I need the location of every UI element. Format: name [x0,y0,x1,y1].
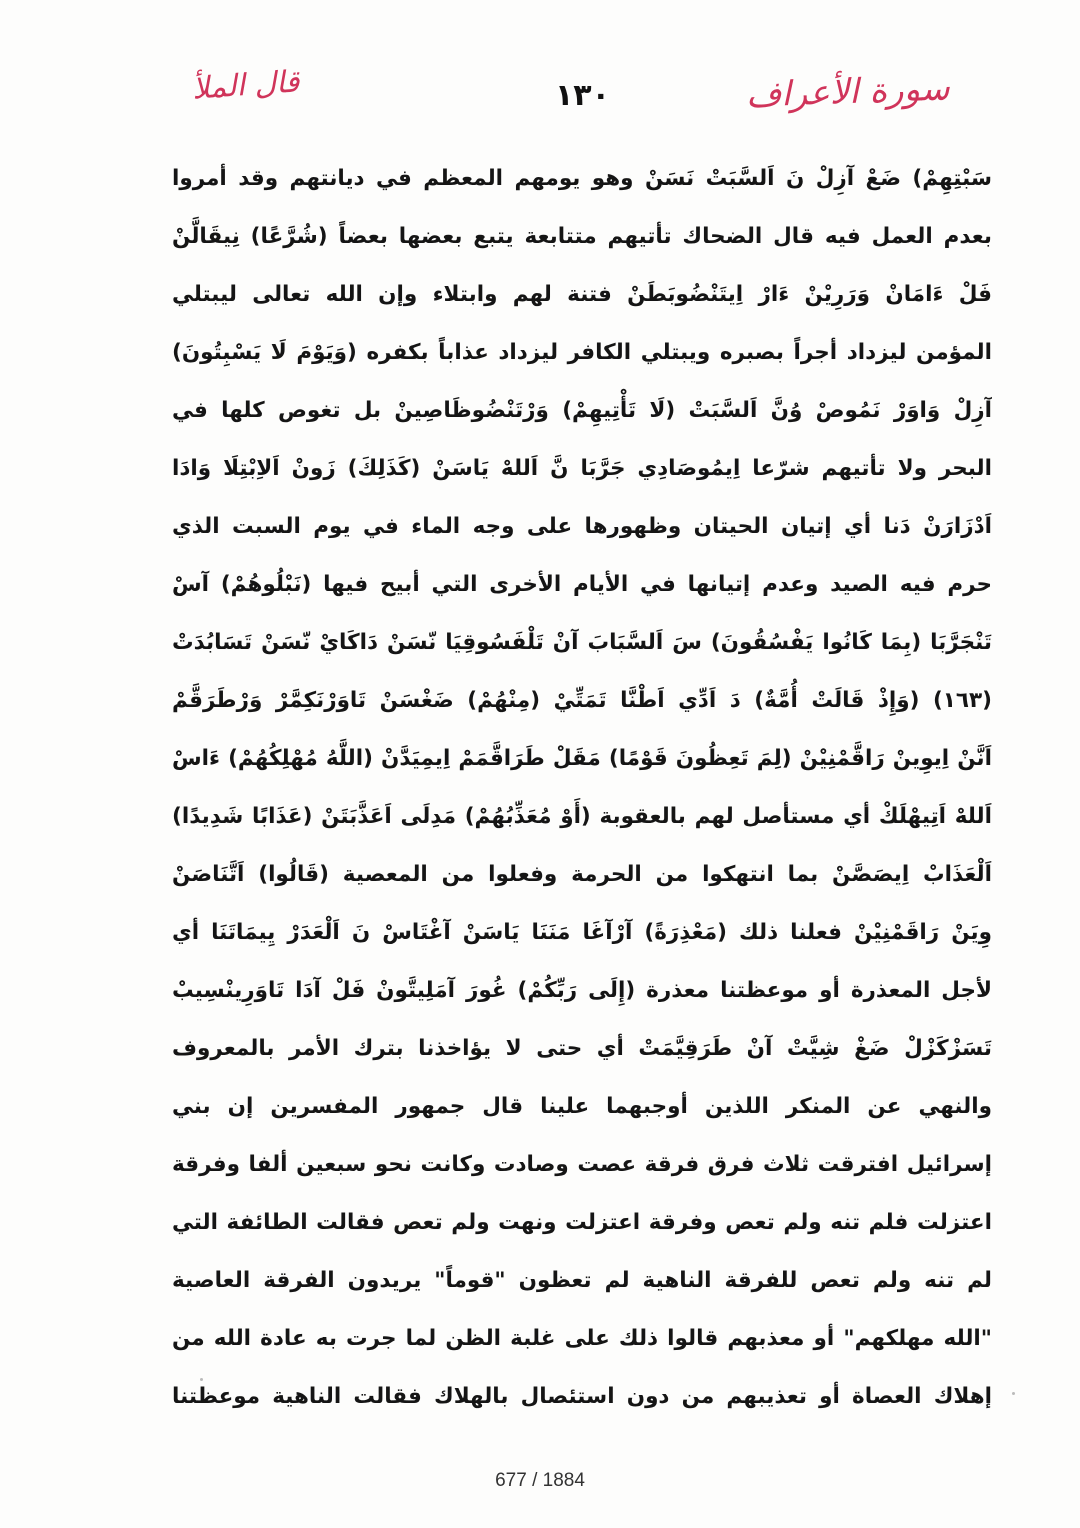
text-line: وِيَنْ رَاقَمْنِيْنْ فعلنا ذلك (مَعْذِرَةً) آرْآغَا مَنَنَا يَاسَنْ آغْتَاسْ نَ اَلْعَدَرْ يِيمَاتَنَا أي [172,920,992,945]
scan-speck [200,1378,203,1381]
text-line: اَدْزَارَنْ دَنا أي إتيان الحيتان وظهورها على وجه الماء في يوم السبت الذي [172,514,992,539]
text-line: اَلْعَذَابْ اِيصَصَّنْ بما انتهكوا من الحرمة وفعلوا من المعصية (قَالُوا) اَتَّنَاصَنْ [172,862,992,887]
body-text [172,150,992,1426]
page-number: ١٣٠ [555,78,610,113]
text-line: إسرائيل افترقت ثلاث فرق فرقة عصت وصادت وكانت نحو سبعين ألفا وفرقة [172,1152,992,1177]
text-line: تَسَزْكَزْلْ ضَغْ شِيَّتْ آنْ طَرَقِيَّمَتْ أي حتى لا يؤاخذنا بترك الأمر بالمعروف [172,1036,992,1061]
text-line: البحر ولا تأتيهم شرّعا اِيمُوصَادِي جَرَّبَا نَّ اَللهْ يَاسَنْ (كَذَلِكَ) زَونْ اَلاِبْتِلَا وَادَا [172,456,992,481]
text-line: فَلْ ءَامَانْ وَرَرِيْنْ ءَارْ اِيتَنْضُوبَطَنْ فتنة لهم وابتلاء وإن الله تعالى ليبتلي [172,282,992,307]
text-line: سَبْتِهِمْ) ضَعْ آزِلْ نَ اَلسَّبَتْ نَسَنْ وهو يومهم المعظم في ديانتهم وقد أمروا [172,166,992,191]
text-line: آزِلْ وَاوَرْ نَمُوصْ وُنَّ اَلسَّبَتْ (لَا تَأْتِيهِمْ) وَرْتَنْضُوظَاصِينْ بل تغوص كلها في [172,398,992,423]
handwritten-section-note: قال الملأ [190,64,301,107]
text-line: المؤمن ليزداد أجراً بصبره ويبتلي الكافر ليزداد عذاباً بكفره (وَيَوْمَ لَا يَسْبِتُونَ) [172,340,992,365]
text-line: "الله مهلكهم" أو معذبهم قالوا ذلك على غلبة الظن لما جرت به عادة الله من [172,1326,992,1351]
text-line: اَنَّنْ اِيوِينْ رَاقَّمْنِيْنْ (لِمَ تَعِظُونَ قَوْمًا) مَقَلْ طَرَاقَّمَمْ اِيمِيَدَّنْ (اللَّهُ مُهْلِكُهُمْ) ءَاسْ [172,746,992,771]
handwritten-surah-note: سورة الأعراف [745,68,951,116]
text-line: حرم فيه الصيد وعدم إتيانها في الأيام الأخرى التي أبيح فيها (نَبْلُوهُمْ) آسْ [172,572,992,597]
text-line: لم تنه ولم تعص للفرقة الناهية لم تعظون "قوماً" يريدون الفرقة العاصية [172,1268,992,1293]
text-line: والنهي عن المنكر اللذين أوجبهما علينا قال جمهور المفسرين إن بني [172,1094,992,1119]
scan-speck [1012,1392,1015,1395]
text-line: بعدم العمل فيه قال الضحاك تأتيهم متتابعة يتبع بعضها بعضاً (شُرَّعًا) نِيقَالَّنْ [172,224,992,249]
text-line: إهلاك العصاة أو تعذيبهم من دون استئصال بالهلاك فقالت الناهية موعظتنا [172,1384,992,1409]
text-line: اعتزلت فلم تنه ولم تعص وفرقة اعتزلت ونهت ولم تعص فقالت الطائفة التي [172,1210,992,1235]
page-header [150,60,950,140]
text-line: (١٦٣) (وَإِذْ قَالَتْ أُمَّةٌ) دَ اَدِّي اَطْنَّا تَمَتِّيْ (مِنْهُمْ) ضَغْسَنْ تَاوَرْنَكِمَّرْ وَرْطَرَقَّمْ [172,688,992,713]
text-line: تَنْجَرَّبَا (بِمَا كَانُوا يَفْسُقُونَ) سَ اَلسَّبَابَ آنْ تَلْفَسُوقِيَا نّسَنْ دَاكَايْ نّسَنْ تَسَابُدَتْ [172,630,992,655]
page-indicator: 677 / 1884 [495,1470,585,1491]
text-line: اَللهْ اَتِيهْلَكْ أي مستأصل لهم بالعقوبة (أَوْ مُعَذِّبُهُمْ) مَدِلَى اَعَذَّبَتَنْ (عَذَابًا شَدِيدًا) [172,804,992,829]
text-line: لأجل المعذرة أو موعظتنا معذرة (إِلَى رَبِّكُمْ) غُورَ آمَلِيتَّونْ فَلْ آدَا تَاوَرِينْسِيبْ [172,978,992,1003]
